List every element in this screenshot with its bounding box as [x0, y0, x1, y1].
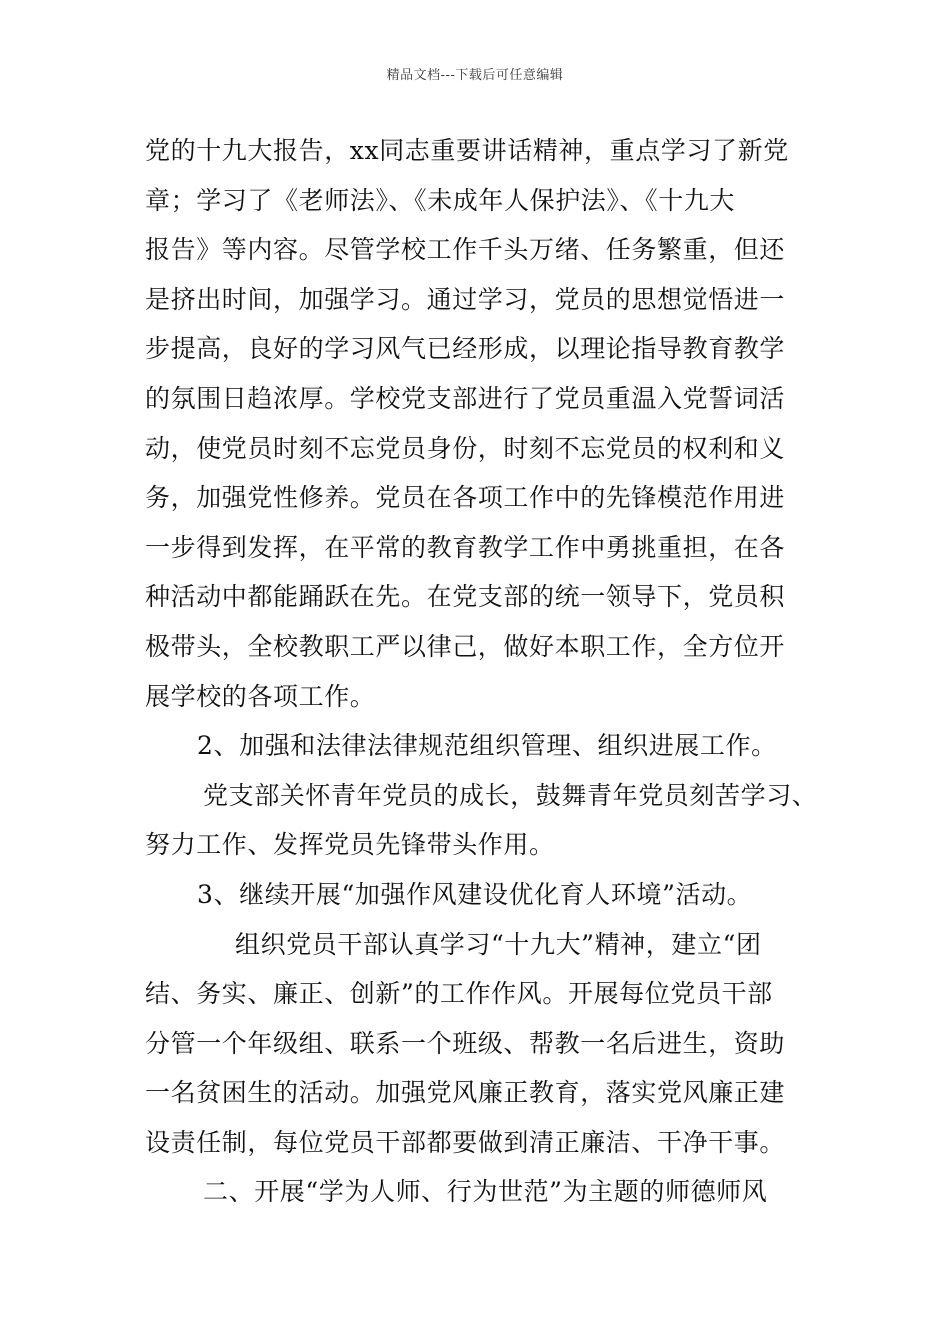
document-body — [145, 126, 818, 1217]
section-heading: 2、加强和法律法律规范组织管理、组织进展工作。 — [197, 731, 777, 761]
text-line: 一名贫困生的活动。加强党风廉正教育，落实党风廉正建 — [145, 1078, 786, 1108]
text-line: 动，使党员时刻不忘党员身份，时刻不忘党员的权利和义 — [145, 433, 786, 463]
section-heading: 3、继续开展“加强作风建设优化育人环境”活动。 — [197, 879, 753, 909]
text-line: 分管一个年级组、联系一个班级、帮教一名后进生，资助 — [145, 1028, 786, 1058]
text-line: 结、务实、廉正、创新”的工作作风。开展每位党员干部 — [145, 979, 773, 1009]
text-line: 的氛围日趋浓厚。学校党支部进行了党员重温入党誓词活 — [145, 383, 786, 413]
text-line: 是挤出时间，加强学习。通过学习，党员的思想觉悟进一 — [145, 284, 786, 314]
text-line: 展学校的各项工作。 — [145, 681, 376, 711]
text-line: 党的十九大报告，xx同志重要讲话精神，重点学习了新党 — [145, 136, 789, 165]
paragraph-first-line: 组织党员干部认真学习“十九大”精神，建立“团 — [235, 929, 762, 959]
text-line: 种活动中都能踊跃在先。在党支部的统一领导下，党员积 — [145, 582, 786, 612]
page-header: 精品文档---下载后可任意编辑 — [386, 68, 564, 83]
paragraph-first-line: 党支部关怀青年党员的成长，鼓舞青年党员刻苦学习、 — [203, 780, 818, 810]
text-line: 步提高，良好的学习风气已经形成，以理论指导教育教学 — [145, 334, 786, 364]
text-line: 极带头，全校教职工严以律己，做好本职工作，全方位开 — [145, 631, 786, 661]
text-line: 设责任制，每位党员干部都要做到清正廉洁、干净干事。 — [145, 1127, 786, 1157]
text-line: 报告》等内容。尽管学校工作千头万绪、任务繁重，但还 — [145, 235, 786, 265]
text-line: 务，加强党性修养。党员在各项工作中的先锋模范作用进 — [145, 483, 786, 513]
text-line: 一步得到发挥，在平常的教育教学工作中勇挑重担，在各 — [145, 532, 786, 562]
text-line: 章；学习了《老师法》、《未成年人保护法》、《十九大 — [145, 185, 736, 215]
text-line: 努力工作、发挥党员先锋带头作用。 — [145, 830, 555, 860]
section-heading: 二、开展“学为人师、行为世范”为主题的师德师风 — [203, 1177, 768, 1207]
